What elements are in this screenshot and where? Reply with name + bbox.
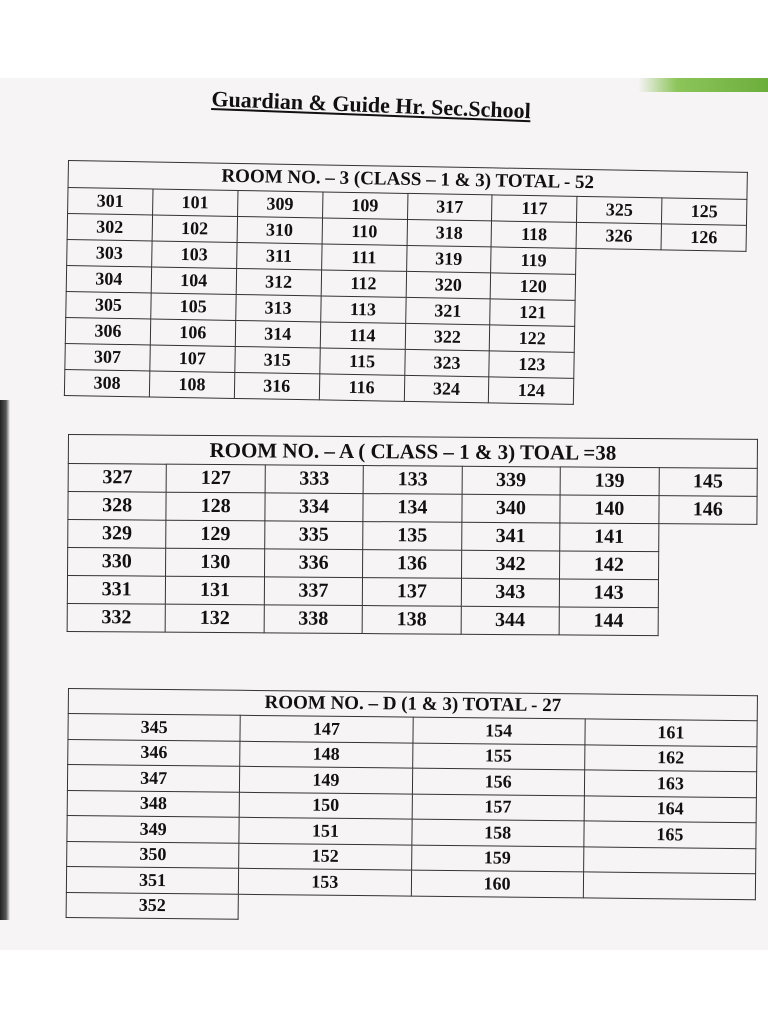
roll-number-cell xyxy=(238,894,411,921)
roll-number-cell: 306 xyxy=(65,317,150,344)
roll-number-cell: 106 xyxy=(150,319,235,346)
roll-number-cell: 318 xyxy=(407,219,492,246)
page-shadow xyxy=(0,400,10,920)
roll-number-cell: 110 xyxy=(322,218,407,245)
roll-number-cell: 138 xyxy=(362,606,461,635)
roll-number-cell: 151 xyxy=(239,817,412,844)
roll-number-cell: 340 xyxy=(462,494,561,523)
roll-number-cell: 139 xyxy=(560,467,659,496)
roll-number-cell: 344 xyxy=(461,606,560,635)
roll-number-cell: 130 xyxy=(166,548,265,577)
roll-number-cell: 113 xyxy=(320,296,405,323)
roll-number-cell: 331 xyxy=(67,576,166,605)
roll-number-cell: 343 xyxy=(461,578,560,607)
roll-number-cell: 143 xyxy=(559,579,658,608)
roll-number-cell: 136 xyxy=(363,550,462,579)
roll-number-cell: 116 xyxy=(319,374,404,401)
roll-number-cell: 307 xyxy=(65,343,150,370)
roll-number-cell: 117 xyxy=(492,195,577,222)
roll-number-cell xyxy=(575,300,660,327)
roll-number-cell: 141 xyxy=(560,523,659,552)
roll-number-cell: 319 xyxy=(406,245,491,272)
roll-number-cell: 124 xyxy=(489,377,574,404)
roll-number-cell: 332 xyxy=(67,603,166,632)
roll-number-cell: 147 xyxy=(240,715,413,742)
roll-number-cell: 325 xyxy=(577,196,662,223)
roll-number-cell: 104 xyxy=(151,267,236,294)
background-object xyxy=(638,78,768,92)
roll-number-cell xyxy=(411,896,584,923)
roll-number-cell: 127 xyxy=(167,464,266,493)
table-row xyxy=(67,603,756,636)
room-3-heading: ROOM NO. – 3 (CLASS – 1 & 3) TOTAL - 52 xyxy=(68,161,747,200)
roll-number-cell xyxy=(574,352,659,379)
roll-number-cell: 163 xyxy=(584,770,757,797)
roll-number-cell: 309 xyxy=(237,190,322,217)
roll-number-cell: 162 xyxy=(584,744,757,771)
roll-number-cell xyxy=(658,608,757,637)
roll-number-cell xyxy=(576,248,661,275)
roll-number-cell: 329 xyxy=(68,520,167,549)
roll-number-cell: 149 xyxy=(240,766,413,793)
roll-number-cell xyxy=(658,524,757,553)
roll-number-cell: 323 xyxy=(404,349,489,376)
roll-number-cell: 342 xyxy=(461,550,560,579)
roll-number-cell xyxy=(659,354,744,381)
roll-number-cell: 146 xyxy=(658,496,757,525)
roll-number-cell: 119 xyxy=(491,247,576,274)
roll-number-cell: 351 xyxy=(66,866,239,893)
roll-number-cell: 152 xyxy=(239,843,412,870)
roll-number-cell: 155 xyxy=(412,743,585,770)
roll-number-cell: 352 xyxy=(66,892,239,919)
roll-number-cell: 336 xyxy=(264,549,363,578)
roll-number-cell xyxy=(658,580,757,609)
roll-number-cell: 317 xyxy=(407,193,492,220)
roll-number-cell: 126 xyxy=(661,224,746,251)
roll-number-cell: 140 xyxy=(560,495,659,524)
school-title: Guardian & Guide Hr. Sec.School xyxy=(211,86,532,124)
roll-number-cell: 311 xyxy=(236,242,321,269)
room-a-table xyxy=(67,434,758,637)
roll-number-cell: 321 xyxy=(405,297,490,324)
roll-number-cell xyxy=(659,328,744,355)
roll-number-cell xyxy=(661,250,746,277)
roll-number-cell xyxy=(658,552,757,581)
roll-number-cell: 107 xyxy=(150,345,235,372)
roll-number-cell xyxy=(658,380,743,407)
roll-number-cell: 129 xyxy=(166,520,265,549)
roll-number-cell: 157 xyxy=(412,794,585,821)
roll-number-cell: 128 xyxy=(166,492,265,521)
roll-number-cell: 326 xyxy=(576,222,661,249)
roll-number-cell: 154 xyxy=(412,717,585,744)
roll-number-cell xyxy=(574,378,659,405)
roll-number-cell: 109 xyxy=(322,192,407,219)
roll-number-cell: 302 xyxy=(67,214,152,241)
room-d-table xyxy=(66,688,758,925)
roll-number-cell: 316 xyxy=(234,372,319,399)
roll-number-cell: 120 xyxy=(491,273,576,300)
roll-number-cell: 346 xyxy=(68,739,241,766)
roll-number-cell: 115 xyxy=(319,348,404,375)
roll-number-cell xyxy=(660,276,745,303)
roll-number-cell: 134 xyxy=(363,494,462,523)
roll-number-cell xyxy=(583,846,756,873)
room-d-heading: ROOM NO. – D (1 & 3) TOTAL - 27 xyxy=(68,689,757,721)
roll-number-cell xyxy=(583,897,756,924)
roll-number-cell: 137 xyxy=(363,578,462,607)
roll-number-cell: 349 xyxy=(67,815,240,842)
roll-number-cell: 327 xyxy=(68,464,167,493)
roll-number-cell: 150 xyxy=(239,792,412,819)
roll-number-cell: 102 xyxy=(152,215,237,242)
roll-number-cell: 103 xyxy=(152,241,237,268)
roll-number-cell: 324 xyxy=(404,375,489,402)
roll-number-cell: 347 xyxy=(67,765,240,792)
roll-number-cell: 308 xyxy=(64,369,149,396)
roll-number-cell: 133 xyxy=(363,466,462,495)
roll-number-cell: 122 xyxy=(490,325,575,352)
roll-number-cell: 315 xyxy=(235,346,320,373)
roll-number-cell: 160 xyxy=(411,870,584,897)
roll-number-cell: 304 xyxy=(66,265,151,292)
roll-number-cell: 121 xyxy=(490,299,575,326)
roll-number-cell: 345 xyxy=(68,714,241,741)
roll-number-cell: 339 xyxy=(462,466,561,495)
roll-number-cell: 313 xyxy=(235,294,320,321)
roll-number-cell: 314 xyxy=(235,320,320,347)
room-3-table xyxy=(64,160,748,408)
roll-number-cell: 135 xyxy=(363,522,462,551)
roll-number-cell: 144 xyxy=(559,607,658,636)
roll-number-cell: 105 xyxy=(151,293,236,320)
roll-number-cell: 165 xyxy=(584,821,757,848)
roll-number-cell: 328 xyxy=(68,492,167,521)
roll-number-cell: 301 xyxy=(68,188,153,215)
roll-number-cell: 320 xyxy=(406,271,491,298)
roll-number-cell: 312 xyxy=(236,268,321,295)
roll-number-cell: 132 xyxy=(166,604,265,633)
roll-number-cell xyxy=(575,274,660,301)
roll-number-cell: 142 xyxy=(560,551,659,580)
roll-number-cell xyxy=(574,326,659,353)
roll-number-cell: 341 xyxy=(461,522,560,551)
roll-number-cell: 303 xyxy=(67,239,152,266)
roll-number-cell: 337 xyxy=(264,577,363,606)
roll-number-cell: 148 xyxy=(240,741,413,768)
roll-number-cell: 333 xyxy=(265,465,364,494)
roll-number-cell: 108 xyxy=(149,371,234,398)
roll-number-cell: 334 xyxy=(265,493,364,522)
roll-number-cell: 338 xyxy=(264,605,363,634)
roll-number-cell: 305 xyxy=(66,291,151,318)
roll-number-cell: 153 xyxy=(239,868,412,895)
roll-number-cell: 335 xyxy=(265,521,364,550)
roll-number-cell: 159 xyxy=(411,845,584,872)
roll-number-cell: 125 xyxy=(662,198,747,225)
roll-number-cell xyxy=(660,302,745,329)
roll-number-cell: 145 xyxy=(659,468,758,497)
roll-number-cell: 123 xyxy=(489,351,574,378)
roll-number-cell: 164 xyxy=(584,795,757,822)
roll-number-cell: 111 xyxy=(321,244,406,271)
roll-number-cell: 350 xyxy=(67,841,240,868)
roll-number-cell: 322 xyxy=(405,323,490,350)
roll-number-cell: 348 xyxy=(67,790,240,817)
roll-number-cell: 101 xyxy=(152,189,237,216)
roll-number-cell: 112 xyxy=(321,270,406,297)
roll-number-cell: 310 xyxy=(237,216,322,243)
room-a-heading: ROOM NO. – A ( CLASS – 1 & 3) TOAL =38 xyxy=(68,435,757,469)
roll-number-cell: 131 xyxy=(166,576,265,605)
roll-number-cell: 158 xyxy=(411,819,584,846)
roll-number-cell xyxy=(583,872,756,899)
roll-number-cell: 118 xyxy=(491,221,576,248)
roll-number-cell: 161 xyxy=(585,719,758,746)
roll-number-cell: 156 xyxy=(412,768,585,795)
roll-number-cell: 114 xyxy=(320,322,405,349)
roll-number-cell: 330 xyxy=(68,548,167,577)
